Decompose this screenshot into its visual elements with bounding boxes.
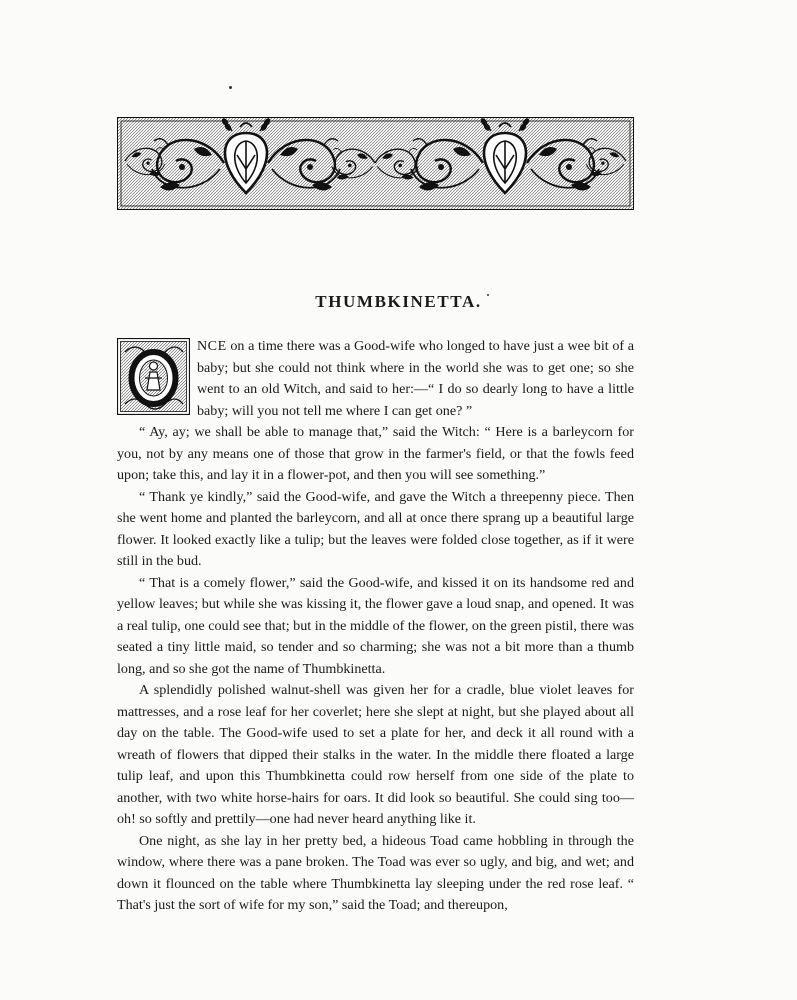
first-word-rest: NCE xyxy=(197,338,227,354)
story-title: THUMBKINETTA. xyxy=(315,292,482,311)
scan-speck xyxy=(229,86,232,89)
decorated-initial-o xyxy=(117,338,190,415)
paragraph-5: A splendidly polished walnut-shell was given her for a cradle, blue violet leaves for mattresses, and a rose leaf for her coverlet; here she slept at night, but she played about all day on the table. The Good-wife used to set a plate for her, and deck it all round with a wreath of flowers that dipped their stalks in the water. In the middle there floated a large tulip leaf, and upon this Thumbkinetta could row herself from one side of the plate to another, with two white horse-hairs for oars. It did look so beautiful. She could sing too—oh! so softly and prettily—one had never heard anything like it. xyxy=(117,682,634,827)
paragraph-4: “ That is a comely flower,” said the Good-wife, and kissed it on its handsome red and yellow leaves; but while she was kissing it, the flower gave a loud snap, and opened. It was a real tulip, one could see that; but in the middle of the flower, on the green pistil, there was seated a tiny little maid, so tender and so charming; she was not a bit more than a thumb long, and so she got the name of Thumbkinetta. xyxy=(117,574,634,677)
paragraph-1 xyxy=(117,336,634,422)
story-body xyxy=(117,336,634,917)
paragraph-3: “ Thank ye kindly,” said the Good-wife, and gave the Witch a threepenny piece. Then she went home and planted the barleycorn, and all at once there sprang up a beautiful large flower. It looked exactly like a tulip; but the leaves were folded close together, as if it were still in the bud. xyxy=(117,488,634,569)
paragraph-2: “ Ay, ay; we shall be able to manage that,” said the Witch: “ Here is a barleycorn for you, not by any means one of those that grow in the farmer's field, or that the fowls feed upon; take this, and lay it in a flower-pot, and then you will see something.” xyxy=(117,424,634,483)
paragraph-1-text: on a time there was a Good-wife who longed to have just a wee bit of a baby; but she could not think where in the world she was to get one; so she went to an old Witch, and said to her:—“ I do so dearly long to have a little baby; will you not tell me where I can get one? ” xyxy=(197,338,634,419)
ornamental-header-band xyxy=(117,117,634,210)
paragraph-6: One night, as she lay in her pretty bed, a hideous Toad came hobbling in through the window, where there was a pane broken. The Toad was ever so ugly, and big, and wet; and down it flounced on the table where Thumbkinetta lay sleeping under the red rose leaf. “ That's just the sort of wife for my son,” said the Toad; and thereupon, xyxy=(117,832,634,913)
